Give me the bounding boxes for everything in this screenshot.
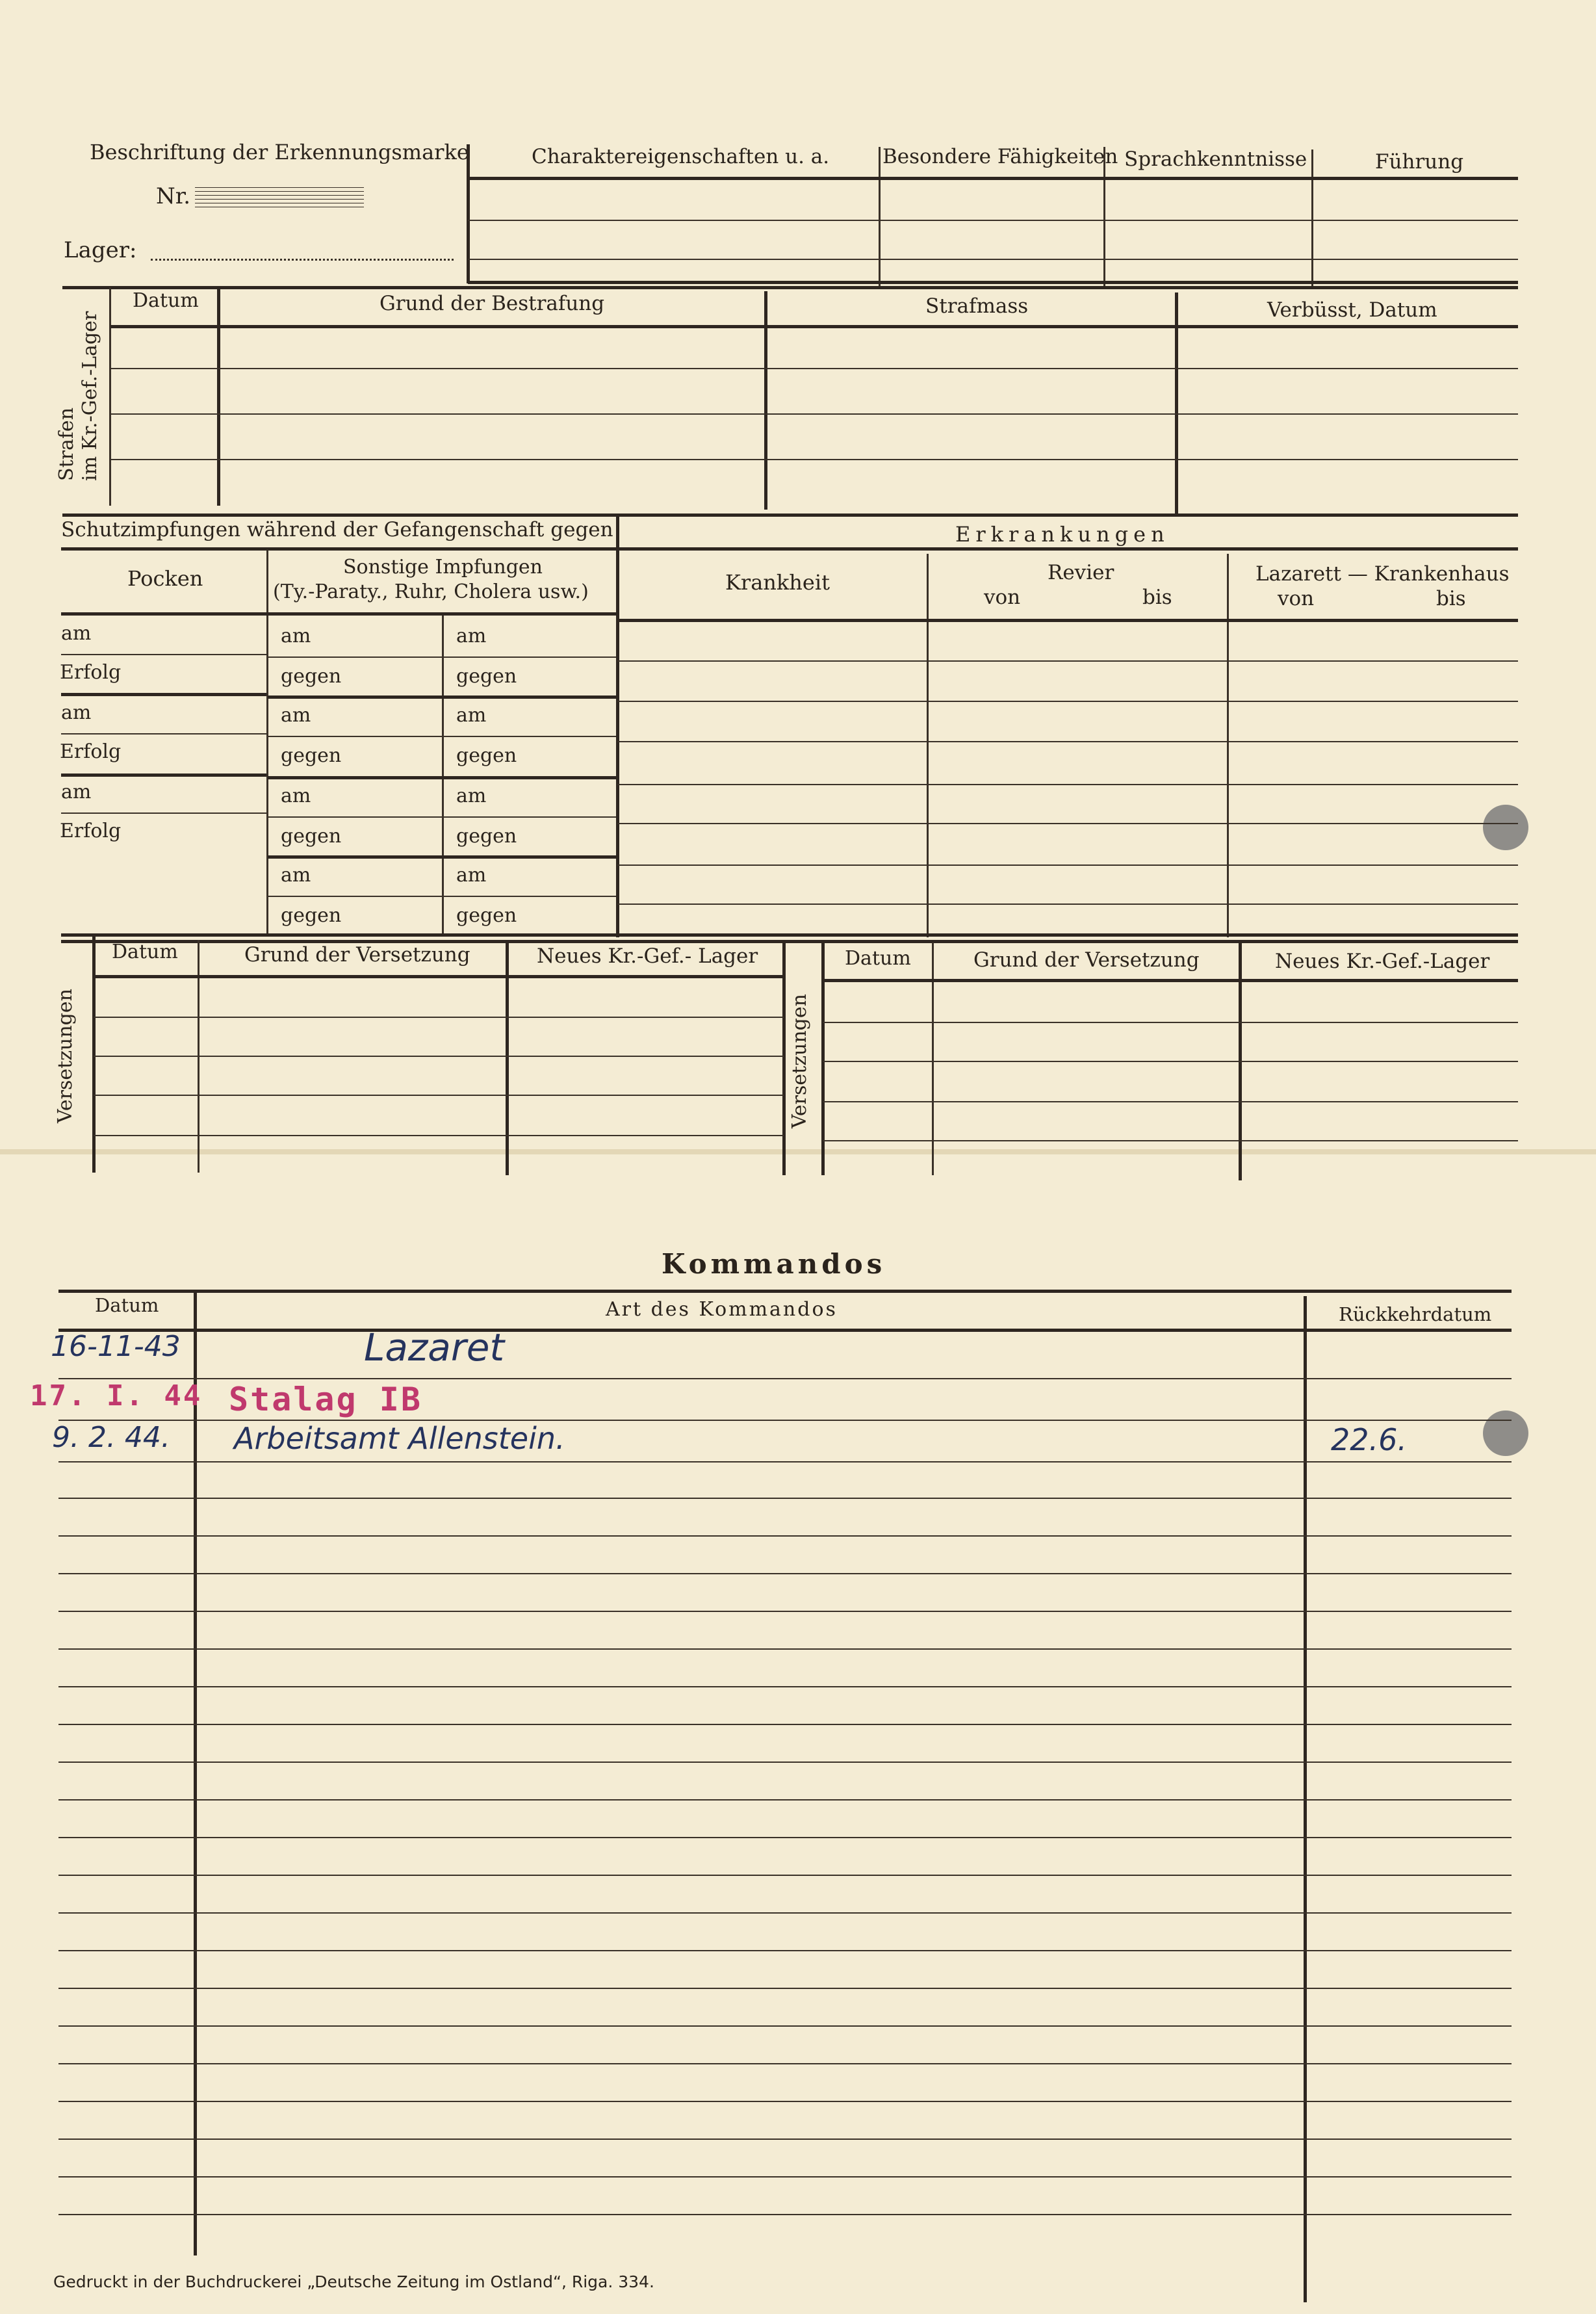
kommando-row-rule <box>58 2214 1512 2215</box>
sonstige-gegen: gegen <box>281 665 342 688</box>
pocken-am-3: am <box>61 781 92 803</box>
kommando-row-rule <box>58 1950 1512 1951</box>
pocken-am-2: am <box>61 701 92 724</box>
lager-field[interactable] <box>151 259 454 261</box>
versetzungen-col-grund-right: Grund der Versetzung <box>973 948 1200 972</box>
lager-label: Lager: <box>64 237 137 263</box>
revier-header: Revier <box>1048 561 1114 584</box>
sonstige-gegen: gegen <box>456 904 517 927</box>
impf-title: Schutzimpfungen während der Gefangenschaft gegen <box>61 518 613 541</box>
sonstige-gegen: gegen <box>456 744 517 767</box>
kommandos-col-art: Art des Kommandos <box>606 1298 838 1321</box>
kommando-art: Lazaret <box>364 1325 505 1370</box>
kommando-row-rule <box>58 1648 1512 1650</box>
nr-label: Nr. <box>156 183 191 209</box>
sonstige-am: am <box>281 704 311 727</box>
kommando-row-rule <box>58 1461 1512 1462</box>
kommando-art-stamp: Stalag IB <box>229 1381 422 1418</box>
sprach-header: Sprachkenntnisse <box>1124 148 1307 171</box>
kommandos-col-datum: Datum <box>95 1294 159 1316</box>
kommando-row-rule <box>58 1498 1512 1499</box>
kommando-row-rule <box>58 1573 1512 1574</box>
sonstige-gegen: gegen <box>281 744 342 767</box>
strafen-col-grund: Grund der Bestrafung <box>380 292 605 315</box>
sonstige-am: am <box>281 864 311 887</box>
versetzungen-side-label-right: Versetzungen <box>788 994 811 1128</box>
marke-label: Beschriftung der Erkennungsmarke <box>90 140 469 164</box>
kommando-row-rule <box>58 1611 1512 1612</box>
kommando-row-rule <box>58 2025 1512 2027</box>
strafen-col-strafmass: Strafmass <box>925 294 1029 318</box>
sonstige-gegen: gegen <box>456 665 517 688</box>
kommando-row-rule <box>58 1875 1512 1876</box>
kommandos-col-rueck: Rückkehrdatum <box>1339 1303 1492 1325</box>
versetzungen-col-datum-right: Datum <box>845 947 911 970</box>
kommando-rueck: 22.6. <box>1331 1422 1408 1457</box>
lazarett-von: von <box>1278 587 1315 610</box>
faehigkeiten-header: Besondere Fähigkeiten <box>882 145 1118 168</box>
punch-hole <box>1483 805 1528 850</box>
kommando-row-rule <box>58 1799 1512 1800</box>
sonstige-am: am <box>456 864 487 887</box>
strafen-side-label-2: im Kr.-Gef.-Lager <box>79 311 101 481</box>
punch-hole <box>1483 1410 1528 1456</box>
sonstige-am: am <box>281 785 311 807</box>
kommando-row-rule <box>58 2138 1512 2140</box>
strafen-col-datum: Datum <box>133 289 199 312</box>
lazarett-bis: bis <box>1436 587 1466 610</box>
kommando-row-rule <box>58 2063 1512 2064</box>
sonstige-subheader: (Ty.-Paraty., Ruhr, Cholera usw.) <box>273 580 589 603</box>
kommando-art: Arbeitsamt Allenstein. <box>234 1421 565 1456</box>
pocken-erfolg-1: Erfolg <box>60 661 122 684</box>
printer-imprint: Gedruckt in der Buchdruckerei „Deutsche Zeitung im Ostland“, Riga. 334. <box>53 2272 654 2291</box>
revier-bis: bis <box>1142 586 1172 609</box>
kommando-row-rule <box>58 1912 1512 1914</box>
lazarett-header: Lazarett — Krankenhaus <box>1255 562 1510 586</box>
kommando-datum: 16-11-43 <box>51 1330 181 1363</box>
versetzungen-col-neues-right: Neues Kr.-Gef.-Lager <box>1275 950 1490 973</box>
strafen-side-label: Strafen <box>55 407 78 481</box>
sonstige-am: am <box>456 785 487 807</box>
erkrankungen-title: Erkrankungen <box>955 522 1170 547</box>
kommando-datum-stamp: 17. I. 44 <box>30 1379 203 1412</box>
kommando-row-rule <box>58 1724 1512 1725</box>
fuehrung-header: Führung <box>1375 150 1464 174</box>
versetzungen-col-datum: Datum <box>112 941 178 963</box>
versetzungen-col-neues: Neues Kr.-Gef.- Lager <box>537 944 758 968</box>
sonstige-gegen: gegen <box>281 904 342 927</box>
versetzungen-side-label: Versetzungen <box>54 989 77 1123</box>
pocken-erfolg-3: Erfolg <box>60 820 122 842</box>
pocken-erfolg-2: Erfolg <box>60 740 122 763</box>
kommando-row-rule <box>58 1988 1512 1989</box>
sonstige-am: am <box>281 625 311 647</box>
sonstige-am: am <box>456 625 487 647</box>
charakter-header: Charaktereigenschaften u. a. <box>532 145 830 168</box>
fold-crease <box>0 1149 1596 1154</box>
pocken-am-1: am <box>61 622 92 645</box>
kommando-row-rule <box>58 1535 1512 1537</box>
pocken-header: Pocken <box>127 566 203 591</box>
sonstige-am: am <box>456 704 487 727</box>
sonstige-gegen: gegen <box>281 825 342 848</box>
kommando-datum: 9. 2. 44. <box>52 1421 170 1454</box>
kommando-row-rule <box>58 1762 1512 1763</box>
kommando-row-rule <box>58 1686 1512 1687</box>
versetzungen-col-grund: Grund der Versetzung <box>244 943 470 967</box>
sonstige-header: Sonstige Impfungen <box>343 556 543 578</box>
kommando-row-rule <box>58 2101 1512 2102</box>
strafen-col-verbuesst: Verbüsst, Datum <box>1267 298 1437 322</box>
kommandos-title: Kommandos <box>662 1248 886 1280</box>
revier-von: von <box>984 586 1021 609</box>
kommando-row-rule <box>58 1378 1512 1379</box>
nr-field[interactable] <box>195 187 364 211</box>
krankheit-header: Krankheit <box>725 570 830 595</box>
kommando-row-rule <box>58 2176 1512 2178</box>
sonstige-gegen: gegen <box>456 825 517 848</box>
kommando-row-rule <box>58 1837 1512 1838</box>
